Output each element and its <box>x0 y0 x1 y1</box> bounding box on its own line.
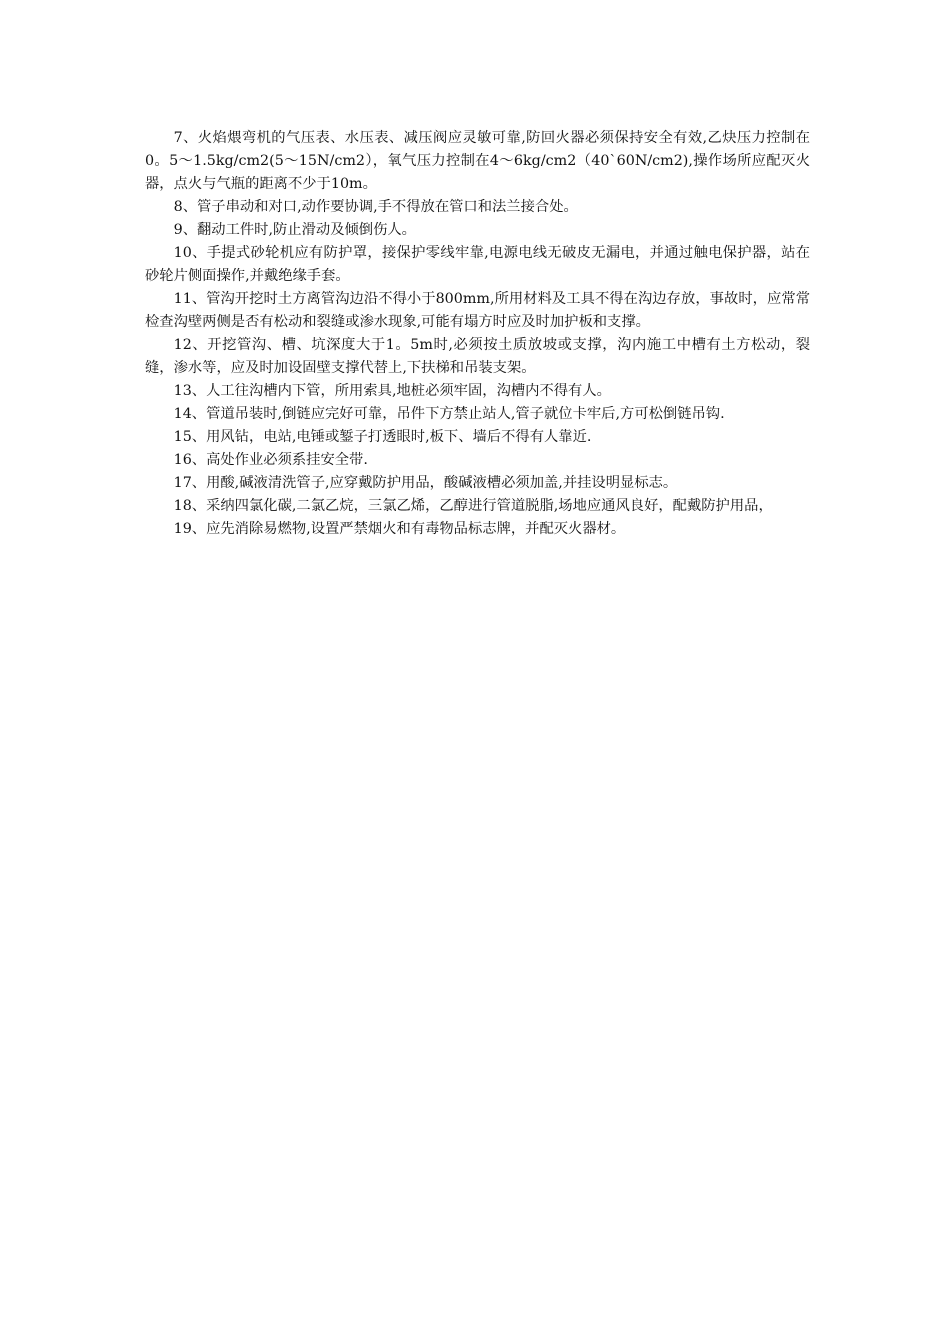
paragraph-12: 12、开挖管沟、槽、坑深度大于1。5m时,必须按土质放坡或支撑，沟内施工中槽有土方松动，裂缝，渗水等，应及时加设固壁支撑代替上,下扶梯和吊装支架。 <box>145 337 810 376</box>
paragraph-8: 8、管子串动和对口,动作要协调,手不得放在管口和法兰接合处。 <box>173 199 578 215</box>
paragraph-10: 10、手提式砂轮机应有防护罩，接保护零线牢靠,电源电线无破皮无漏电，并通过触电保护器，站在砂轮片侧面操作,并戴绝缘手套。 <box>145 245 810 284</box>
paragraph-9: 9、翻动工件时,防止滑动及倾倒伤人。 <box>173 222 416 238</box>
paragraph-7: 7、火焰煨弯机的气压表、水压表、减压阀应灵敏可靠,防回火器必须保持安全有效,乙炔压力控制在0。5～1.5kg/cm2(5～15N/cm2），氧气压力控制在4～6kg/cm2（40`60N/cm2),操作场所应配灭火器，点火与气瓶的距离不少于10m。 <box>145 130 810 192</box>
paragraph-14: 14、管道吊装时,倒链应完好可靠，吊件下方禁止站人,管子就位卡牢后,方可松倒链吊钩. <box>173 406 725 422</box>
document-body <box>145 127 810 541</box>
paragraph-16: 16、高处作业必须系挂安全带. <box>173 452 368 468</box>
paragraph-17: 17、用酸,碱液清洗管子,应穿戴防护用品，酸碱液槽必须加盖,并挂设明显标志。 <box>173 475 678 491</box>
paragraph-11: 11、管沟开挖时土方离管沟边沿不得小于800mm,所用材料及工具不得在沟边存放，事故时，应常常检查沟壁两侧是否有松动和裂缝或渗水现象,可能有塌方时应及时加护板和支撑。 <box>145 291 810 330</box>
paragraph-19: 19、应先消除易燃物,设置严禁烟火和有毒物品标志牌，并配灭火器材。 <box>173 521 626 537</box>
paragraph-15: 15、用风钻，电站,电锤或錾子打透眼时,板下、墙后不得有人靠近. <box>173 429 592 445</box>
paragraph-18: 18、采纳四氯化碳,二氯乙烷，三氯乙烯，乙醇进行管道脱脂,场地应通风良好，配戴防护用品， <box>173 498 773 514</box>
paragraph-13: 13、人工往沟槽内下管，所用索具,地桩必须牢固，沟槽内不得有人。 <box>173 383 611 399</box>
